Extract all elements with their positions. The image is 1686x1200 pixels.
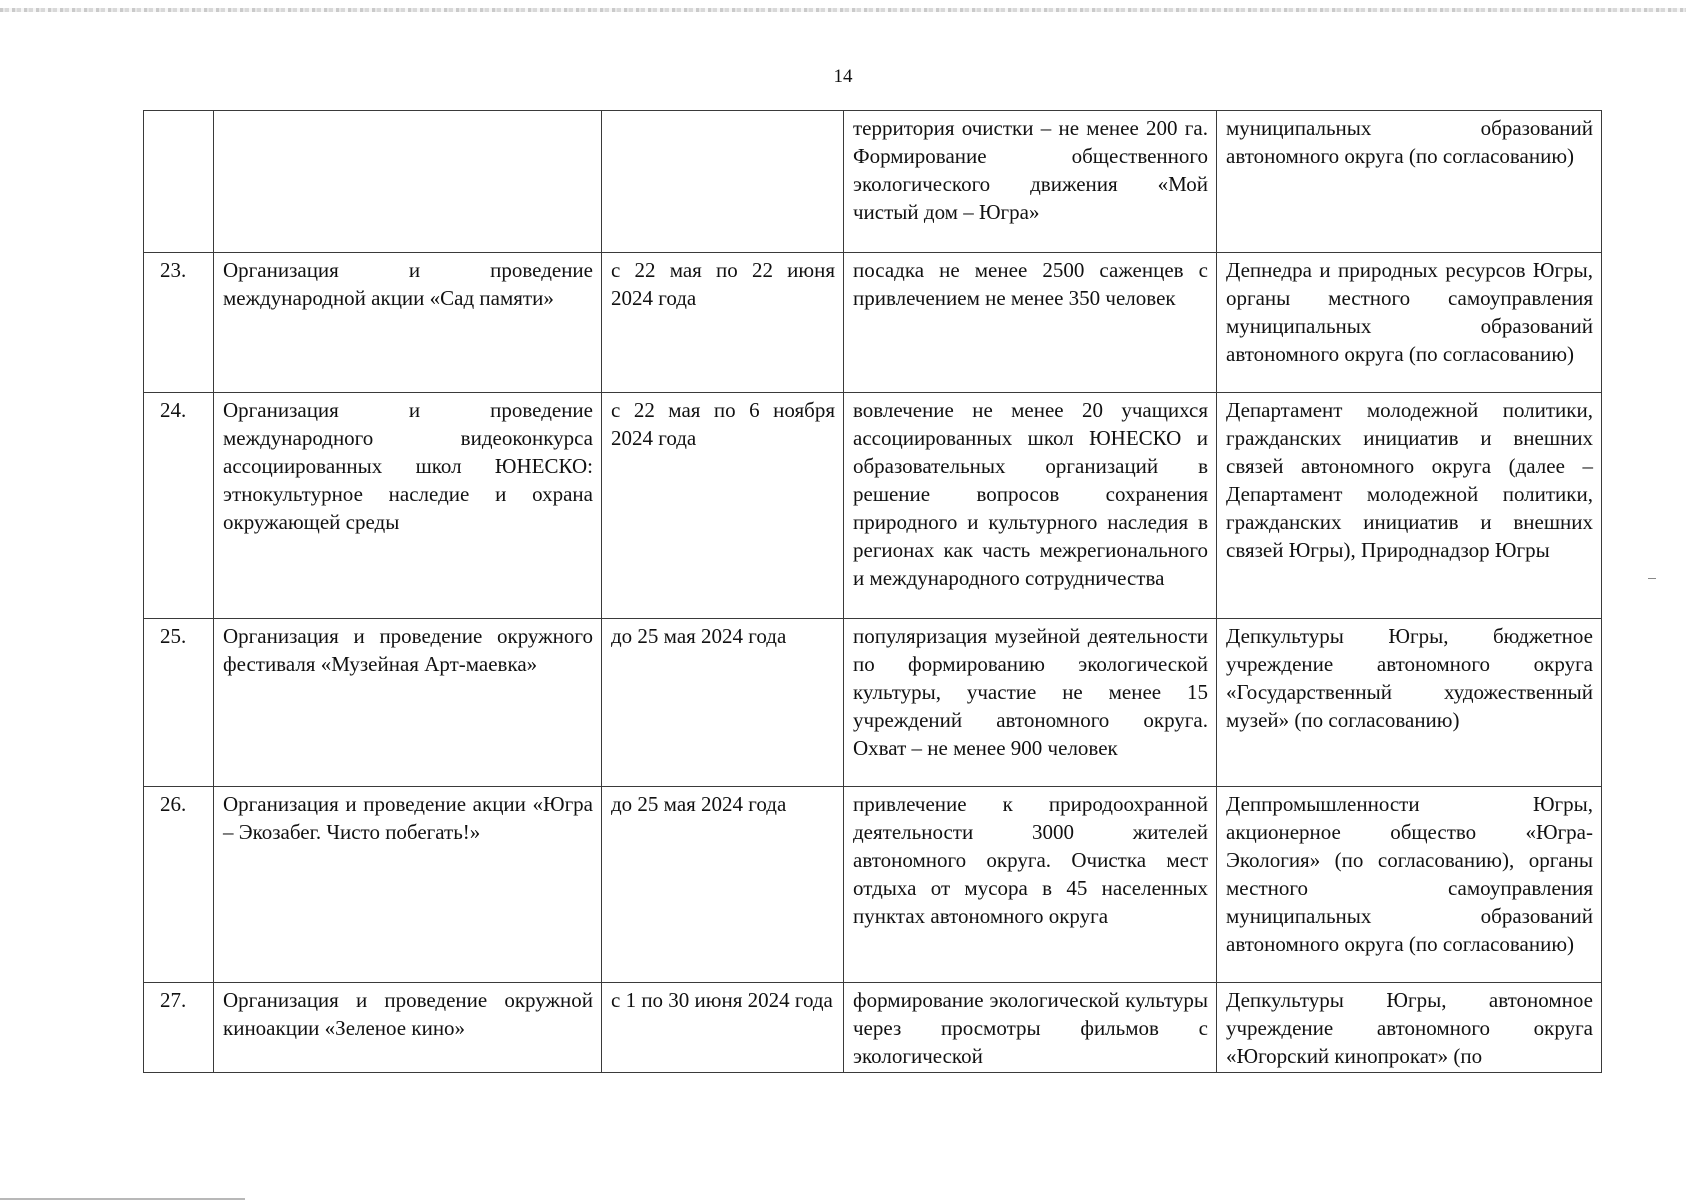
row-number-cell: [144, 111, 214, 253]
table-row: [144, 619, 1602, 787]
dates-cell: с 1 по 30 июня 2024 года: [602, 983, 844, 1073]
result-cell: территория очистки – не менее 200 га. Формирование общественного экологического движения «Мой чистый дом – Югра»: [844, 111, 1217, 253]
row-number-cell: 23.: [144, 253, 214, 393]
result-cell: привлечение к природоохранной деятельности 3000 жителей автономного округа. Очистка мест отдыха от мусора в 45 населенных пунктах автономного округа: [844, 787, 1217, 983]
dates-cell: до 25 мая 2024 года: [602, 787, 844, 983]
dates-cell: до 25 мая 2024 года: [602, 619, 844, 787]
responsible-cell: муниципальных образований автономного округа (по согласованию): [1217, 111, 1602, 253]
event-cell: Организация и проведение международного видеоконкурса ассоциированных школ ЮНЕСКО: этнокультурное наследие и охрана окружающей среды: [214, 393, 602, 619]
events-table: [143, 110, 1602, 1073]
dates-cell: [602, 111, 844, 253]
responsible-cell: Депкультуры Югры, автономное учреждение автономного округа «Югорский кинопрокат» (по: [1217, 983, 1602, 1073]
responsible-cell: Деппромышленности Югры, акционерное общество «Югра-Экология» (по согласованию), органы местного самоуправления муниципальных образований автономного округа (по согласованию): [1217, 787, 1602, 983]
row-number-cell: 26.: [144, 787, 214, 983]
dates-cell: с 22 мая по 22 июня 2024 года: [602, 253, 844, 393]
table-row: [144, 787, 1602, 983]
result-cell: формирование экологической культуры через просмотры фильмов с экологической: [844, 983, 1217, 1073]
page-number: 14: [833, 66, 853, 87]
row-number-cell: 25.: [144, 619, 214, 787]
table-row: [144, 253, 1602, 393]
responsible-cell: Депкультуры Югры, бюджетное учреждение автономного округа «Государственный художественный музей» (по согласованию): [1217, 619, 1602, 787]
dates-cell: с 22 мая по 6 ноября 2024 года: [602, 393, 844, 619]
scan-edge-top: [0, 8, 1686, 12]
row-number-cell: 27.: [144, 983, 214, 1073]
scan-artifact-mark: [1648, 578, 1656, 579]
result-cell: посадка не менее 2500 саженцев с привлечением не менее 350 человек: [844, 253, 1217, 393]
event-cell: [214, 111, 602, 253]
event-cell: Организация и проведение акции «Югра – Экозабег. Чисто побегать!»: [214, 787, 602, 983]
result-cell: вовлечение не менее 20 учащихся ассоциированных школ ЮНЕСКО и образовательных организаций в решение вопросов сохранения природного и культурного наследия в регионах как часть межрегионального и международного сотрудничества: [844, 393, 1217, 619]
result-cell: популяризация музейной деятельности по формированию экологической культуры, участие не менее 15 учреждений автономного округа. Охват – не менее 900 человек: [844, 619, 1217, 787]
responsible-cell: Департамент молодежной политики, гражданских инициатив и внешних связей автономного округа (далее – Департамент молодежной политики, гражданских инициатив и внешних связей Югры), Природнадзор Югры: [1217, 393, 1602, 619]
table-row: [144, 983, 1602, 1073]
event-cell: Организация и проведение международной акции «Сад памяти»: [214, 253, 602, 393]
row-number-cell: 24.: [144, 393, 214, 619]
table-row: [144, 111, 1602, 253]
event-cell: Организация и проведение окружного фестиваля «Музейная Арт-маевка»: [214, 619, 602, 787]
event-cell: Организация и проведение окружной киноакции «Зеленое кино»: [214, 983, 602, 1073]
table-row: [144, 393, 1602, 619]
responsible-cell: Депнедра и природных ресурсов Югры, органы местного самоуправления муниципальных образований автономного округа (по согласованию): [1217, 253, 1602, 393]
